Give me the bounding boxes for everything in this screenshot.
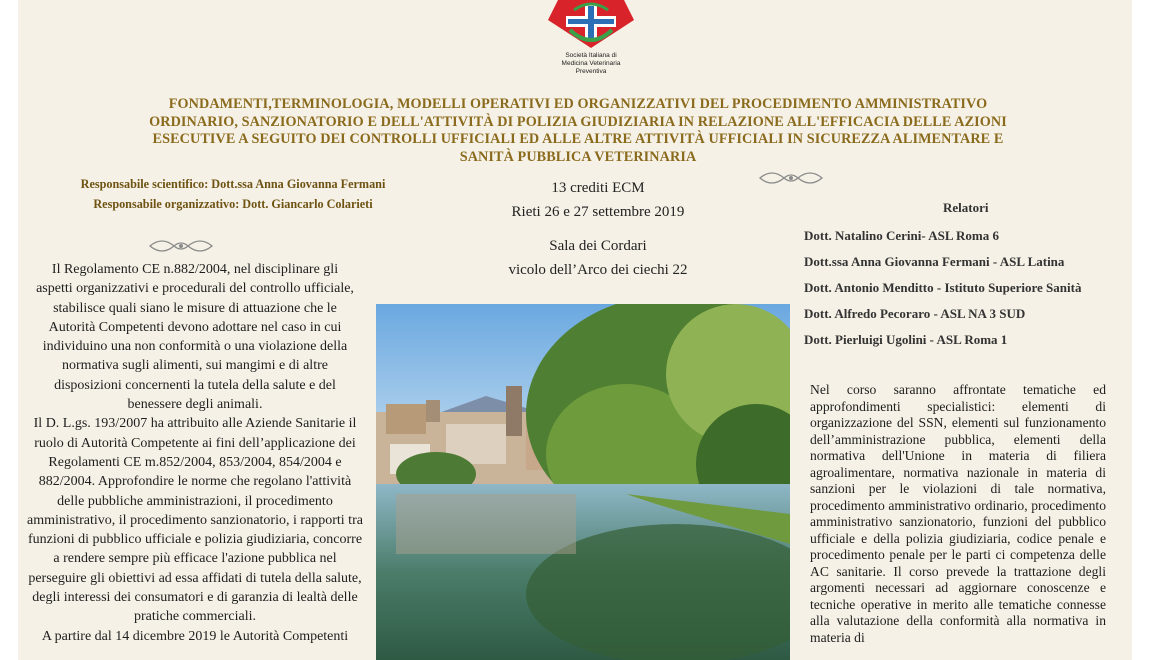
title-line-1: FONDAMENTI,TERMINOLOGIA, MODELLI OPERATIVI ED ORGANIZZATIVI DEL PROCEDIMENTO AMMINISTRATIVO <box>168 96 988 112</box>
logo-caption-1: Società Italiana di <box>565 52 617 59</box>
rieti-river-photo <box>376 304 790 660</box>
organizational-manager: Responsabile organizzativo: Dott. Giancarlo Colarieti <box>93 197 373 211</box>
flyer-page <box>18 0 1132 660</box>
title-line-3: ESECUTIVE A SEGUITO DEI CONTROLLI UFFICIALI ED ALLE ALTRE ATTIVITÀ UFFICIALI IN SICUREZZA ALIMENTARE E <box>152 131 1004 148</box>
title-line-4: SANITÀ PUBBLICA VETERINARIA <box>459 148 697 165</box>
ecm-credits: 13 crediti ECM <box>551 180 645 196</box>
scientific-manager: Responsabile scientifico: Dott.ssa Anna Giovanna Fermani <box>80 177 386 191</box>
speaker-item: Dott.ssa Anna Giovanna Fermani - ASL Latina <box>804 254 1065 269</box>
speaker-item: Dott. Natalino Cerini- ASL Roma 6 <box>804 228 999 243</box>
flourish-ornament-left-icon <box>148 236 214 256</box>
flourish-ornament-right-icon <box>758 168 824 188</box>
event-dates: Rieti 26 e 27 settembre 2019 <box>511 204 685 220</box>
course-description: Nel corso saranno affrontate tematiche ed approfondimenti specialistici: elementi di organizzazione del SSN, elementi sul funzionamento dell’amministrazione pubblica, elementi della normativa dell'Unione in materia di filiera agroalimentare, normativa nazionale in materia di sanzioni per le violazioni di tale normativa, procedimento amministrativo ordinario, procedimento amministrativo sanzionatorio, funzioni del pubblico ufficiale e della polizia giudiziaria, codice penale e procedimento penale per le parti ci competenza delle AC sanitarie. Il corso prevede la trattazione degli argomenti necessari ad aggiornare conoscenze e tecniche operative in merito alle tematiche connesse alla valutazione della conformità alla normativa in materia di <box>810 382 1106 645</box>
course-title <box>78 96 1078 166</box>
speaker-item: Dott. Pierluigi Ugolini - ASL Roma 1 <box>804 332 1008 347</box>
speakers-list <box>804 226 1132 356</box>
intro-text <box>26 260 364 646</box>
event-address: vicolo dell’Arco dei ciechi 22 <box>508 262 688 278</box>
speaker-item: Dott. Antonio Menditto - Istituto Superiore Sanità <box>804 280 1082 295</box>
logo-caption-2: Medicina Veterinaria <box>561 60 621 67</box>
speakers-heading: Relatori <box>943 200 989 215</box>
sivemp-logo-icon <box>548 0 634 48</box>
logo-caption-3: Preventiva <box>575 68 607 75</box>
speaker-item: Dott. Alfredo Pecoraro - ASL NA 3 SUD <box>804 306 1026 321</box>
society-logo <box>546 0 636 84</box>
intro-paragraph-1: Il Regolamento CE n.882/2004, nel disciplinare gli aspetti organizzativi e procedurali del controllo ufficiale, stabilisce quali siano le misure di attuazione che le Autorità Competenti devono adottare nel caso in cui individuino una non conformità o una violazione della normativa sugli alimenti, sui mangimi e di altre disposizioni concernenti la tutela della salute e del benessere degli animali. <box>36 262 354 413</box>
intro-paragraph-3: A partire dal 14 dicembre 2019 le Autorità Competenti <box>41 628 349 644</box>
event-info <box>458 176 738 282</box>
event-venue: Sala dei Cordari <box>549 238 647 254</box>
intro-paragraph-2: Il D. L.gs. 193/2007 ha attribuito alle Aziende Sanitarie il ruolo di Autorità Competente ai fini dell’applicazione dei Regolamenti CE m.852/2004, 853/2004, 854/2004 e 882/2004. Approfondire le norme che regolano l'attività delle pubbliche amministrazioni, il procedimento amministrativo, il procedimento sanzionatorio, i rapporti tra funzioni di pubblico ufficiale e polizia giudiziaria, concorre a rendere sempre più efficace l'azione pubblica nel perseguire gli obiettivi ad essa affidati di tutela della salute, degli interessi dei consumatori e di garanzia di lealtà delle pratiche commerciali. <box>27 416 363 625</box>
title-line-2: ORDINARIO, SANZIONATORIO E DELL'ATTIVITÀ DI POLIZIA GIUDIZIARIA IN RELAZIONE ALL'EFFICACIA DELLE AZIONI <box>149 113 1007 130</box>
